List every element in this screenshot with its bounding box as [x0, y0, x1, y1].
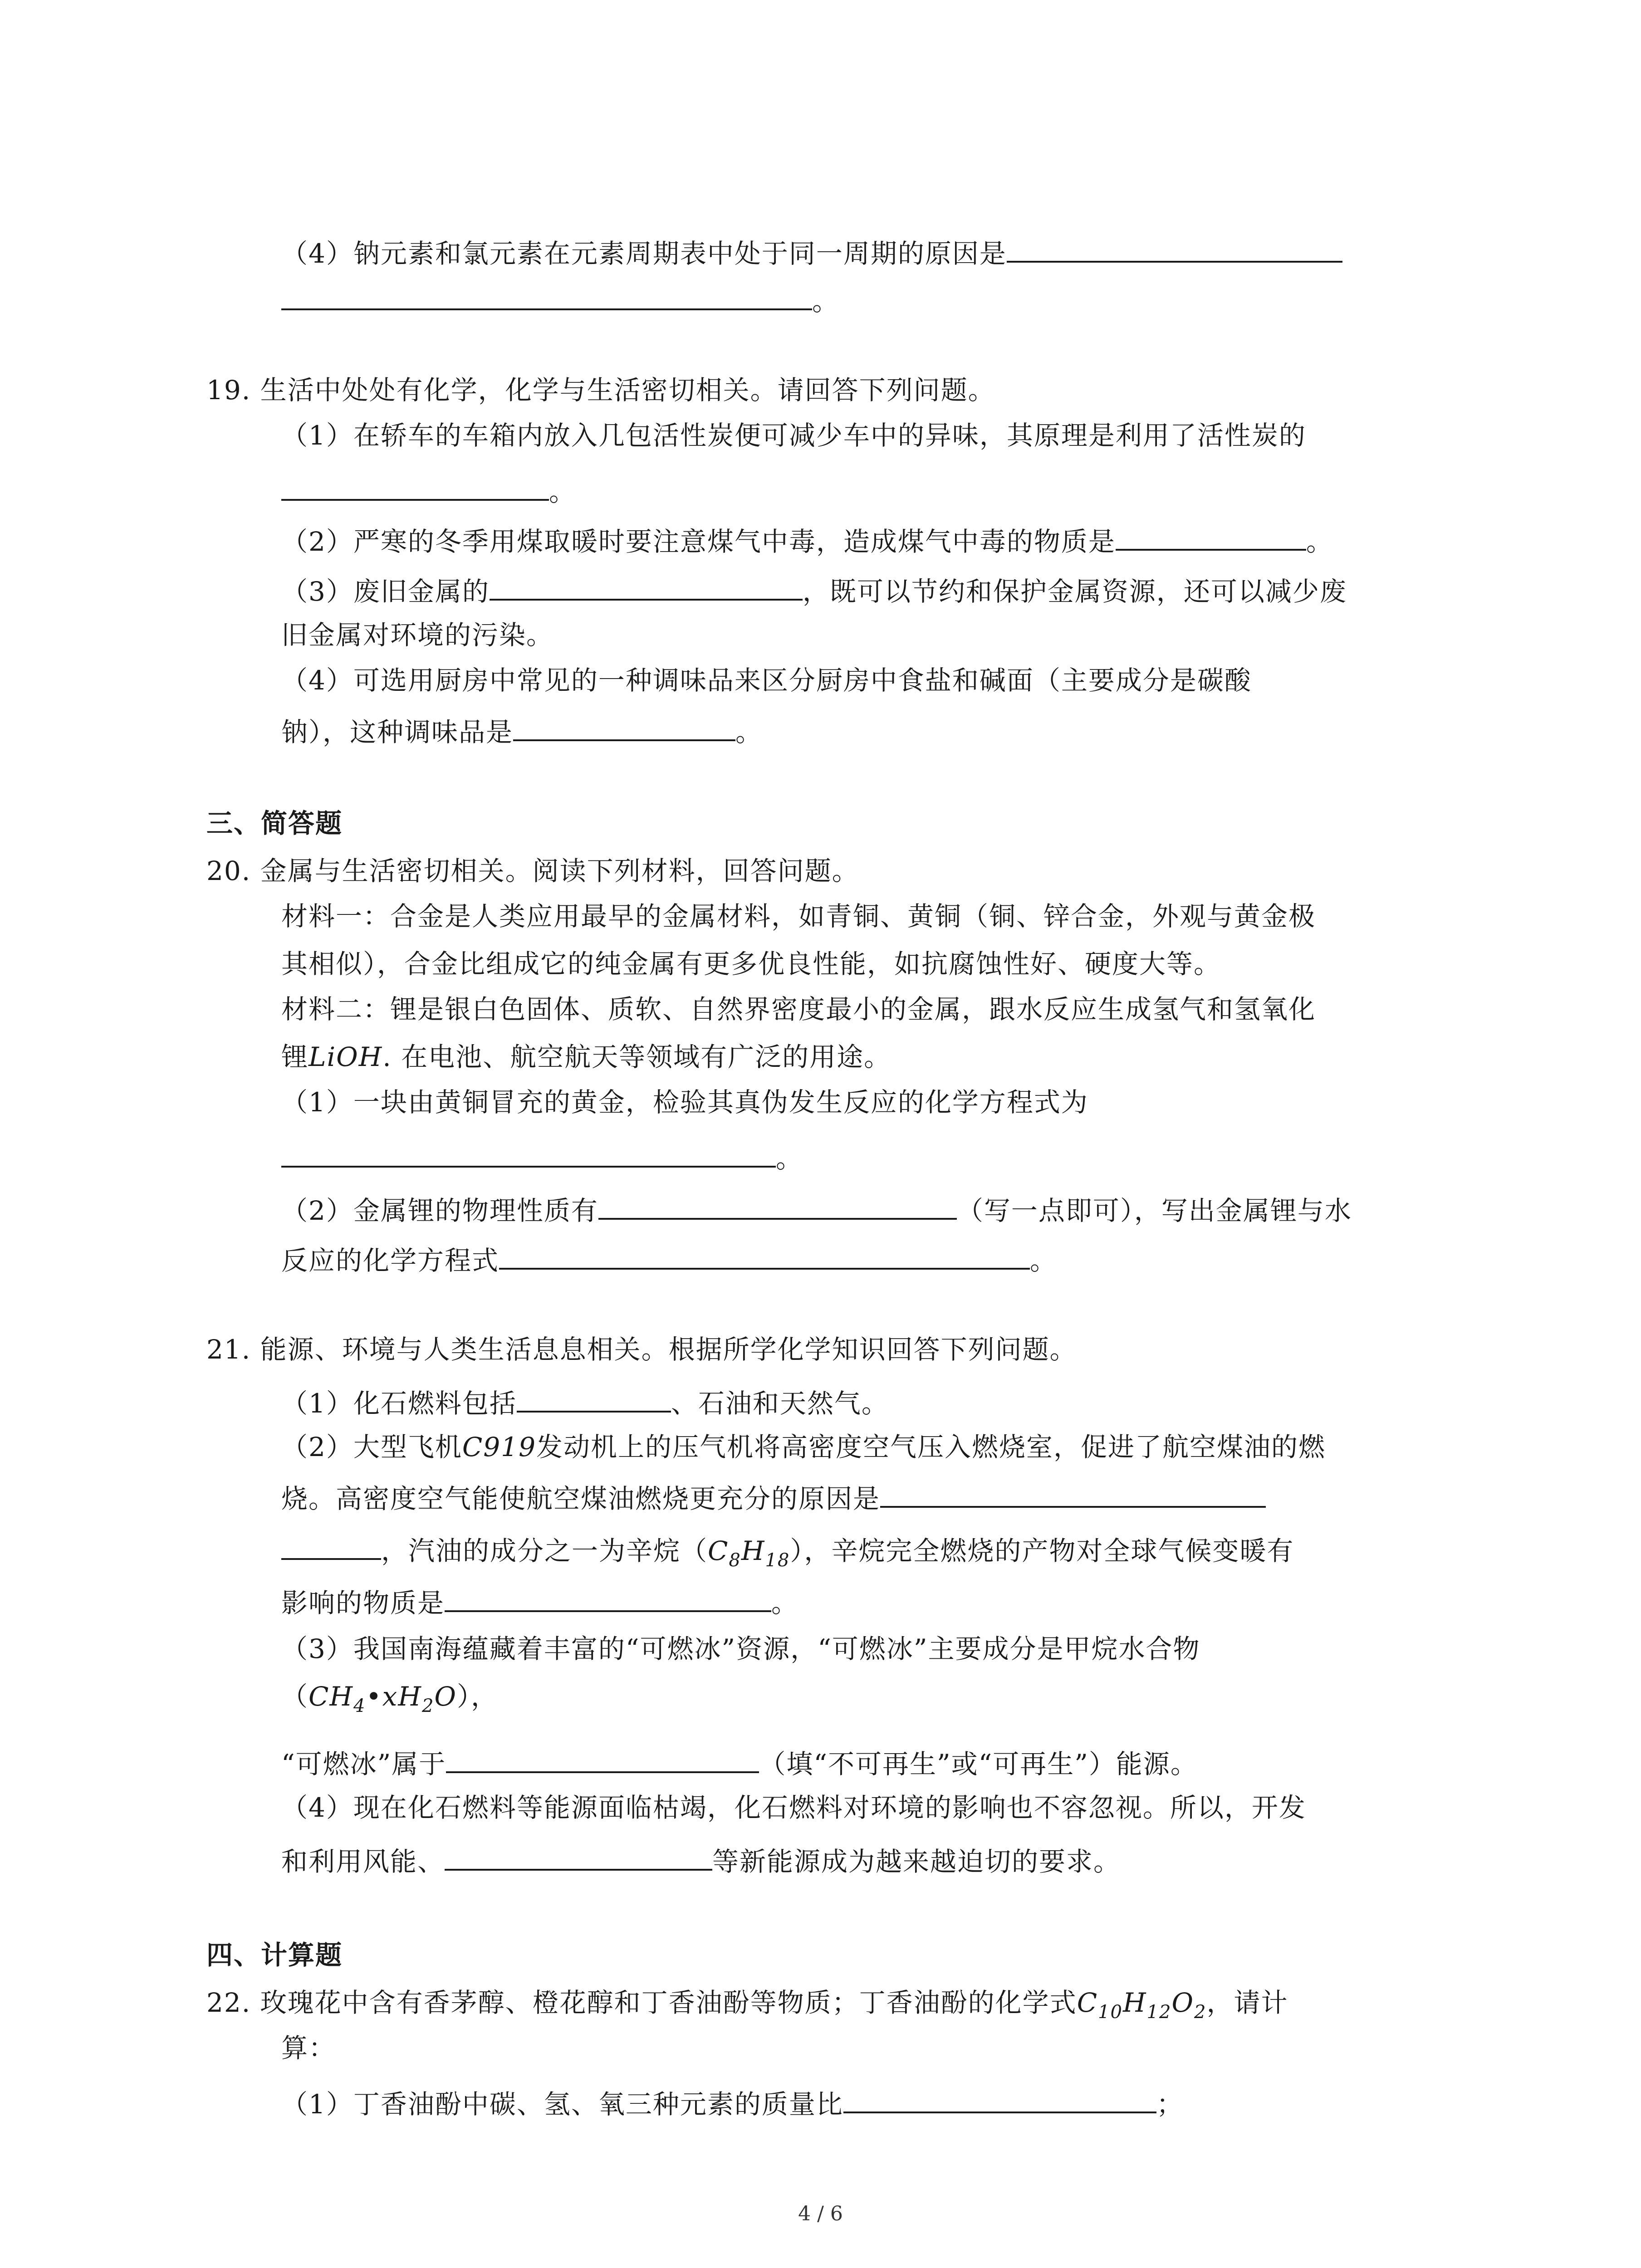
q21-part3-line2: $(CH_4•xH_2O)$， — [281, 1681, 498, 1716]
q21-part3: （3）我国南海蕴藏着丰富的“可燃冰”资源，“可燃冰”主要成分是甲烷水合物 — [281, 1633, 1200, 1664]
q19-part4-line2: 钠），这种调味品是 。 — [281, 708, 763, 753]
q20-stem: 20. 金属与生活密切相关。阅读下列材料，回答问题。 — [206, 855, 859, 886]
chemical-formula: LiOH — [309, 1041, 383, 1072]
answer-blank[interactable] — [281, 467, 549, 501]
answer-blank[interactable] — [446, 1740, 759, 1773]
q21-part4-line2: 和利用风能、 等新能源成为越来越迫切的要求。 — [281, 1837, 1121, 1882]
q21-part2-line2: 烧。高密度空气能使航空煤油燃烧更充分的原因是 — [281, 1474, 1266, 1519]
q18-part4: （4）钠元素和氯元素在元素周期表中处于同一周期的原因是 — [281, 229, 1342, 274]
q19-part1: （1）在轿车的车箱内放入几包活性炭便可减少车中的异味，其原理是利用了活性炭的 — [281, 420, 1306, 451]
q21-part2: （2）大型飞机C919发动机上的压气机将高密度空气压入燃烧室，促进了航空煤油的燃 — [281, 1432, 1326, 1462]
q19-part3-line2: 旧金属对环境的污染。 — [281, 620, 554, 650]
section-heading: 四、计算题 — [206, 1940, 343, 1970]
q19-part1-line2: 。 — [281, 467, 576, 512]
chemical-formula: C919 — [462, 1432, 536, 1462]
q21-part2-line3: ，汽油的成分之一为辛烷$(C_8H_{18})$，辛烷完全燃烧的产物对全球气候变暖有 — [281, 1526, 1294, 1571]
q22-part1: （1）丁香油酚中碳、氢、氧三种元素的质量比 ； — [281, 2080, 1184, 2125]
answer-blank[interactable] — [513, 708, 735, 741]
answer-blank[interactable] — [281, 1526, 381, 1560]
answer-blank[interactable] — [499, 1236, 1030, 1270]
q18-part4-line2: 。 — [281, 277, 839, 322]
answer-blank[interactable] — [598, 1186, 957, 1220]
q19-part4: （4）可选用厨房中常见的一种调味品来区分厨房中食盐和碱面（主要成分是碳酸 — [281, 665, 1252, 696]
q20-material1-line1: 材料一：合金是人类应用最早的金属材料，如青铜、黄铜（铜、锌合金，外观与黄金极 — [281, 901, 1316, 932]
q21-stem: 21. 能源、环境与人类生活息息相关。根据所学化学知识回答下列问题。 — [206, 1334, 1077, 1365]
q22-stem: 22. 玫瑰花中含有香茅醇、橙花醇和丁香油酚等物质；丁香油酚的化学式$C_{10}H_{12}O_2$，请计 — [206, 1987, 1288, 2023]
q20-material2-line1: 材料二：锂是银白色固体、质软、自然界密度最小的金属，跟水反应生成氢气和氢氧化 — [281, 994, 1316, 1025]
chemical-formula: $C_8H_{18}$ — [708, 1535, 790, 1571]
answer-blank[interactable] — [880, 1474, 1266, 1508]
answer-blank[interactable] — [490, 567, 803, 601]
answer-blank[interactable] — [843, 2080, 1156, 2113]
page-number: 4 / 6 — [798, 2202, 843, 2225]
answer-blank[interactable] — [281, 1134, 776, 1168]
q20-material1-line2: 其相似），合金比组成它的纯金属有更多优良性能，如抗腐蚀性好、硬度大等。 — [281, 948, 1221, 979]
answer-blank[interactable] — [281, 277, 812, 310]
q21-part1: （1）化石燃料包括 、石油和天然气。 — [281, 1379, 889, 1424]
section-heading: 三、简答题 — [206, 808, 343, 839]
q19-stem: 19. 生活中处处有化学，化学与生活密切相关。请回答下列问题。 — [206, 375, 995, 406]
answer-blank[interactable] — [1116, 517, 1306, 551]
chemical-formula: $CH_4•xH_2O$ — [309, 1681, 457, 1716]
answer-blank[interactable] — [445, 1837, 712, 1871]
q21-part4: （4）现在化石燃料等能源面临枯竭，化石燃料对环境的影响也不容忽视。所以，开发 — [281, 1792, 1306, 1823]
answer-blank[interactable] — [517, 1379, 671, 1413]
chemical-formula: $C_{10}H_{12}O_2$ — [1077, 1987, 1207, 2023]
q20-material2-line2: 锂LiOH. 在电池、航空航天等领域有广泛的用途。 — [281, 1041, 892, 1072]
q21-part3-line3: “可燃冰”属于 （填“不可再生”或“可再生”）能源。 — [281, 1740, 1198, 1784]
q19-part3: （3）废旧金属的 ，既可以节约和保护金属资源，还可以减少废 — [281, 567, 1347, 612]
q21-part2-line4: 影响的物质是 。 — [281, 1579, 798, 1623]
answer-blank[interactable] — [445, 1579, 771, 1612]
q20-part2: （2）金属锂的物理性质有 （写一点即可），写出金属锂与水 — [281, 1186, 1352, 1231]
q20-part2-line2: 反应的化学方程式 。 — [281, 1236, 1057, 1281]
answer-blank[interactable] — [1007, 229, 1342, 263]
q19-part2: （2）严寒的冬季用煤取暖时要注意煤气中毒，造成煤气中毒的物质是 。 — [281, 517, 1333, 562]
q20-part1-line2: 。 — [281, 1134, 803, 1179]
q22-stem-line2: 算： — [281, 2033, 336, 2063]
q20-part1: （1）一块由黄铜冒充的黄金，检验其真伪发生反应的化学方程式为 — [281, 1087, 1088, 1118]
